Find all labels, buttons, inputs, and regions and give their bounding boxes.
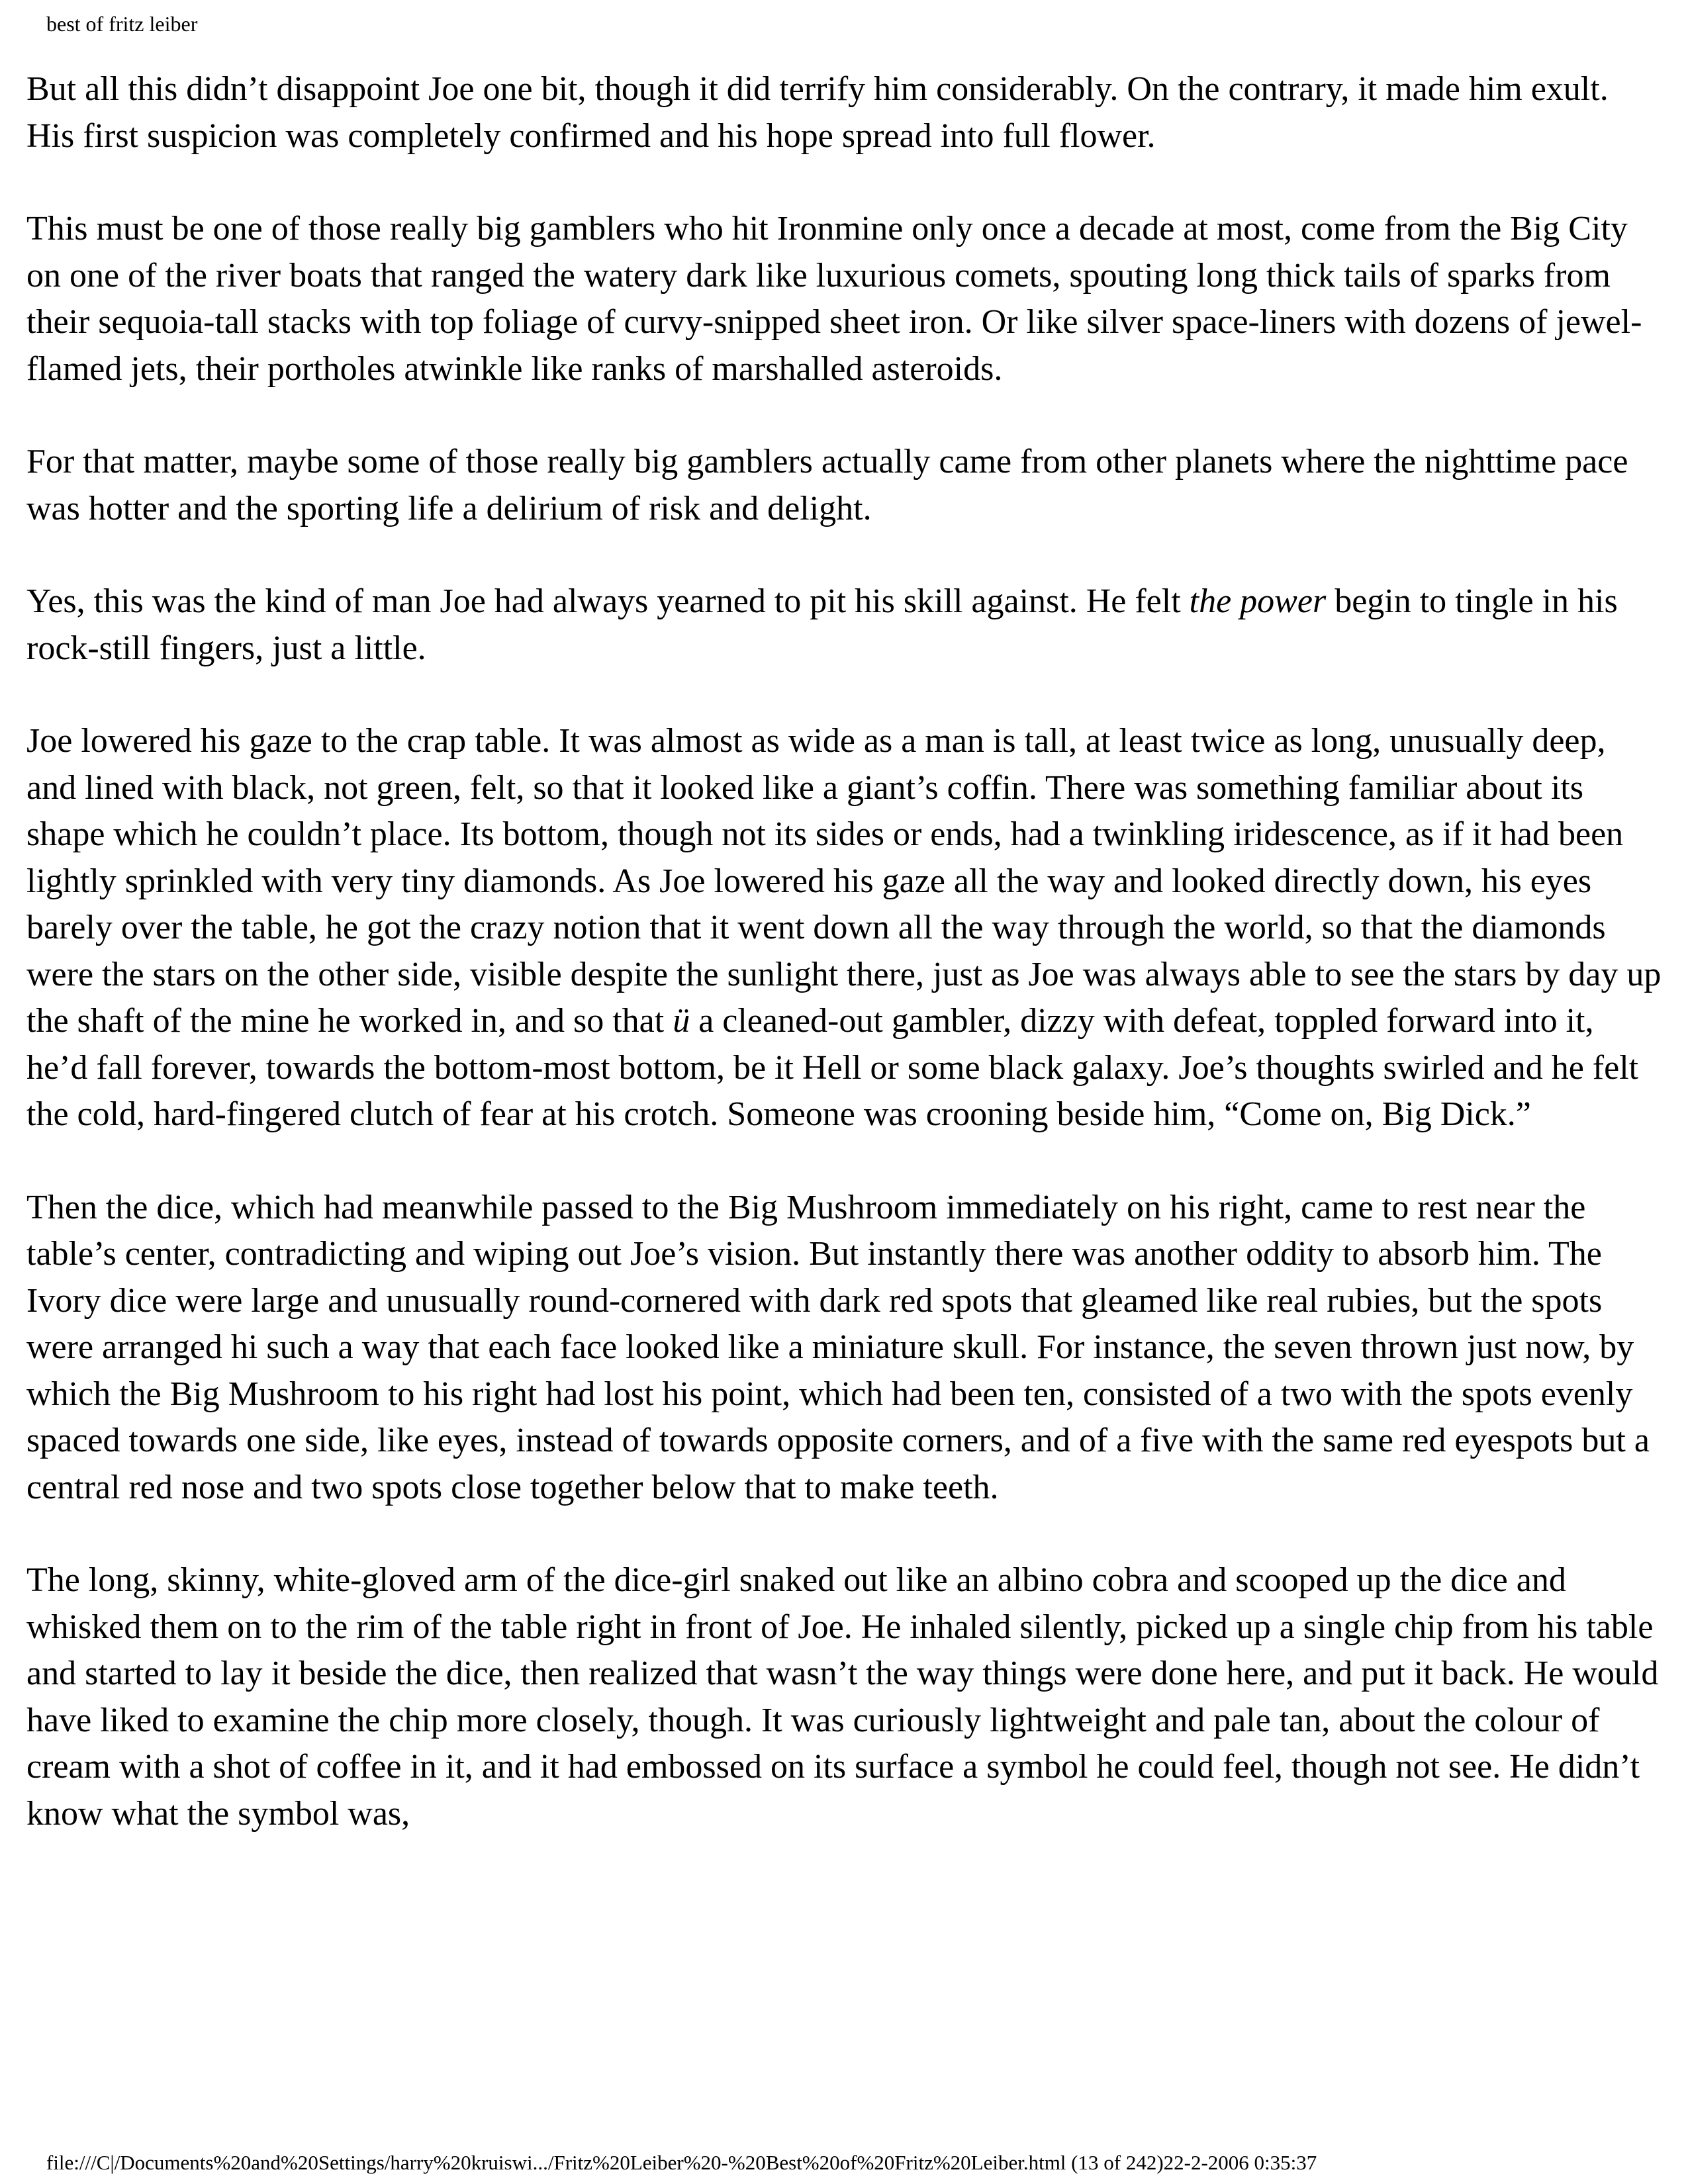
- page-header: best of fritz leiber: [46, 12, 198, 36]
- paragraph-5-text-end: a cleaned-out gambler, dizzy with defeat, toppled forward into it, he’d fall forever, towards the bottom-most bottom, be it Hell or some black galaxy. Joe’s thoughts swirled and he felt the cold, hard-fingered clutch of fear at his crotch. Someone was crooning beside him, “Come on, Big Dick.”: [26, 1002, 1639, 1133]
- paragraph-5-italic: ü: [673, 1002, 690, 1040]
- document-body: [26, 66, 1662, 1837]
- page-footer-url: file:///C|/Documents%20and%20Settings/harry%20kruiswi.../Fritz%20Leiber%20-%20Best%20of%20Fritz%20Leiber.html (13 of 242)22-2-2006 0:35:37: [46, 2151, 1317, 2174]
- paragraph-4: [26, 578, 1662, 672]
- paragraph-4-text: Yes, this was the kind of man Joe had always yearned to pit his skill against. He felt: [26, 582, 1190, 620]
- paragraph-5: [26, 718, 1662, 1138]
- paragraph-1: But all this didn’t disappoint Joe one bit, though it did terrify him considerably. On the contrary, it made him exult. His first suspicion was completely confirmed and his hope spread into full flower.: [26, 70, 1609, 155]
- paragraph-6: Then the dice, which had meanwhile passed to the Big Mushroom immediately on his right, came to rest near the table’s center, contradicting and wiping out Joe’s vision. But instantly there was another oddity to absorb him. The Ivory dice were large and unusually round-cornered with dark red spots that gleamed like real rubies, but the spots were arranged hi such a way that each face looked like a miniature skull. For instance, the seven thrown just now, by which the Big Mushroom to his right had lost his point, which had been ten, consisted of a two with the spots evenly spaced towards one side, like eyes, instead of towards opposite corners, and of a five with the same red eyespots but a central red nose and two spots close together below that to make teeth.: [26, 1188, 1650, 1506]
- paragraph-4-italic: the power: [1189, 582, 1327, 620]
- paragraph-7: The long, skinny, white-gloved arm of the dice-girl snaked out like an albino cobra and scooped up the dice and whisked them on to the rim of the table right in front of Joe. He inhaled silently, picked up a single chip from his table and started to lay it beside the dice, then realized that wasn’t the way things were done here, and put it back. He would have liked to examine the chip more closely, though. It was curiously lightweight and pale tan, about the colour of cream with a shot of coffee in it, and it had embossed on its surface a symbol he could feel, though not see. He didn’t know what the symbol was,: [26, 1561, 1659, 1833]
- paragraph-5-text: Joe lowered his gaze to the crap table. It was almost as wide as a man is tall, at least twice as long, unusually deep, and lined with black, not green, felt, so that it looked like a giant’s coffin. There was something familiar about its shape which he couldn’t place. Its bottom, though not its sides or ends, had a twinkling iridescence, as if it had been lightly sprinkled with very tiny diamonds. As Joe lowered his gaze all the way and looked directly down, his eyes barely over the table, he got the crazy notion that it went down all the way through the world, so that the diamonds were the stars on the other side, visible despite the sunlight there, just as Joe was always able to see the stars by day up the shaft of the mine he worked in, and so that: [26, 722, 1662, 1040]
- paragraph-2: This must be one of those really big gamblers who hit Ironmine only once a decade at most, come from the Big City on one of the river boats that ranged the watery dark like luxurious comets, spouting long thick tails of sparks from their sequoia-tall stacks with top foliage of curvy-snipped sheet iron. Or like silver space-liners with dozens of jewel-flamed jets, their portholes atwinkle like ranks of marshalled asteroids.: [26, 210, 1642, 388]
- paragraph-4-text-end: begin to tingle in his rock-still fingers, just a little.: [26, 582, 1618, 667]
- paragraph-3: For that matter, maybe some of those really big gamblers actually came from other planets where the nighttime pace was hotter and the sporting life a delirium of risk and delight.: [26, 443, 1628, 527]
